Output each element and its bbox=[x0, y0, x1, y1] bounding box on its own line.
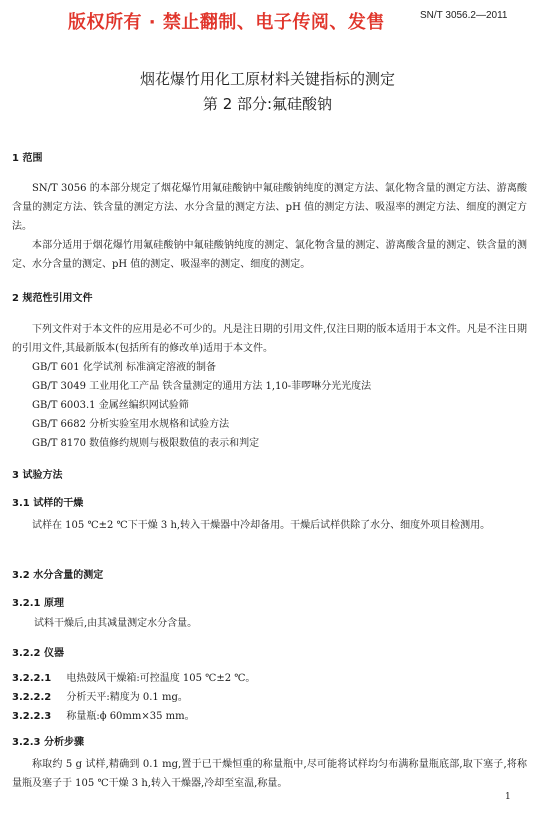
instrument-item-text: 电热鼓风干燥箱:可控温度 105 ℃±2 ℃。 bbox=[66, 673, 256, 684]
document-subtitle: 第 2 部分:氟硅酸钠 bbox=[202, 95, 333, 113]
section-3-1-paragraph: 试样在 105 ℃±2 ℃下干燥 3 h,转入干燥器中冷却备用。干燥后试样供除了水分、细度外项目检测用。 bbox=[32, 520, 491, 531]
page-number: 1 bbox=[505, 792, 511, 802]
section-3-2-3-heading: 3.2.3 分析步骤 bbox=[12, 737, 84, 748]
section-3-2-1-paragraph: 试料干燥后,由其减量测定水分含量。 bbox=[34, 618, 198, 629]
reference-item: GB/T 6003.1 金属丝编织网试验筛 bbox=[32, 400, 189, 411]
reference-item: GB/T 8170 数值修约规则与极限数值的表示和判定 bbox=[32, 438, 260, 449]
section-2-heading: 2 规范性引用文件 bbox=[12, 293, 93, 304]
section-3-2-heading: 3.2 水分含量的测定 bbox=[12, 570, 104, 581]
section-3-1-heading: 3.1 试样的干燥 bbox=[12, 498, 84, 509]
section-3-2-2-heading: 3.2.2 仪器 bbox=[12, 648, 64, 659]
section-3-heading: 3 试验方法 bbox=[12, 470, 63, 481]
copyright-watermark: 版权所有 · 禁止翻制、电子传阅、发售 bbox=[68, 12, 385, 33]
instrument-item-number: 3.2.2.1 bbox=[12, 673, 52, 684]
reference-item: GB/T 6682 分析实验室用水规格和试验方法 bbox=[32, 419, 230, 430]
reference-item: GB/T 601 化学试剂 标准滴定溶液的制备 bbox=[32, 362, 216, 373]
instrument-item bbox=[12, 704, 195, 726]
section-1-paragraph-2: 本部分适用于烟花爆竹用氟硅酸钠中氟硅酸钠纯度的测定、氯化物含量的测定、游离酸含量的测定、铁含量的测定、水分含量的测定、pH 值的测定、吸湿率的测定、细度的测定。 bbox=[12, 240, 527, 270]
reference-item: GB/T 3049 工业用化工产品 铁含量测定的通用方法 1,10-菲啰啉分光光度法 bbox=[32, 381, 372, 392]
instrument-item-text: 分析天平:精度为 0.1 mg。 bbox=[66, 692, 188, 703]
instrument-item-number: 3.2.2.2 bbox=[12, 692, 52, 703]
section-1-heading: 1 范围 bbox=[12, 153, 43, 164]
section-3-2-1-heading: 3.2.1 原理 bbox=[12, 598, 64, 609]
instrument-item-text: 称量瓶:ϕ 60mm×35 mm。 bbox=[66, 711, 195, 722]
section-3-2-3-paragraph: 称取约 5 g 试样,精确到 0.1 mg,置于已干燥恒重的称量瓶中,尽可能将试样均匀布满称量瓶底部,取下塞子,将称量瓶及塞子于 105 ℃干燥 3 h,转入干燥器,冷却至室温,称量。 bbox=[12, 759, 527, 789]
section-1-paragraph-1: SN/T 3056 的本部分规定了烟花爆竹用氟硅酸钠中氟硅酸钠纯度的测定方法、氯化物含量的测定方法、游离酸含量的测定方法、铁含量的测定方法、水分含量的测定方法、pH 值的测定方法、吸湿率的测定方法、细度的测定方法。 bbox=[12, 183, 527, 232]
instrument-item-number: 3.2.2.3 bbox=[12, 711, 52, 722]
document-title: 烟花爆竹用化工原材料关键指标的测定 bbox=[139, 70, 395, 88]
section-2-paragraph: 下列文件对于本文件的应用是必不可少的。凡是注日期的引用文件,仅注日期的版本适用于本文件。凡是不注日期的引用文件,其最新版本(包括所有的修改单)适用于本文件。 bbox=[12, 324, 527, 354]
document-number: SN/T 3056.2—2011 bbox=[420, 10, 508, 21]
